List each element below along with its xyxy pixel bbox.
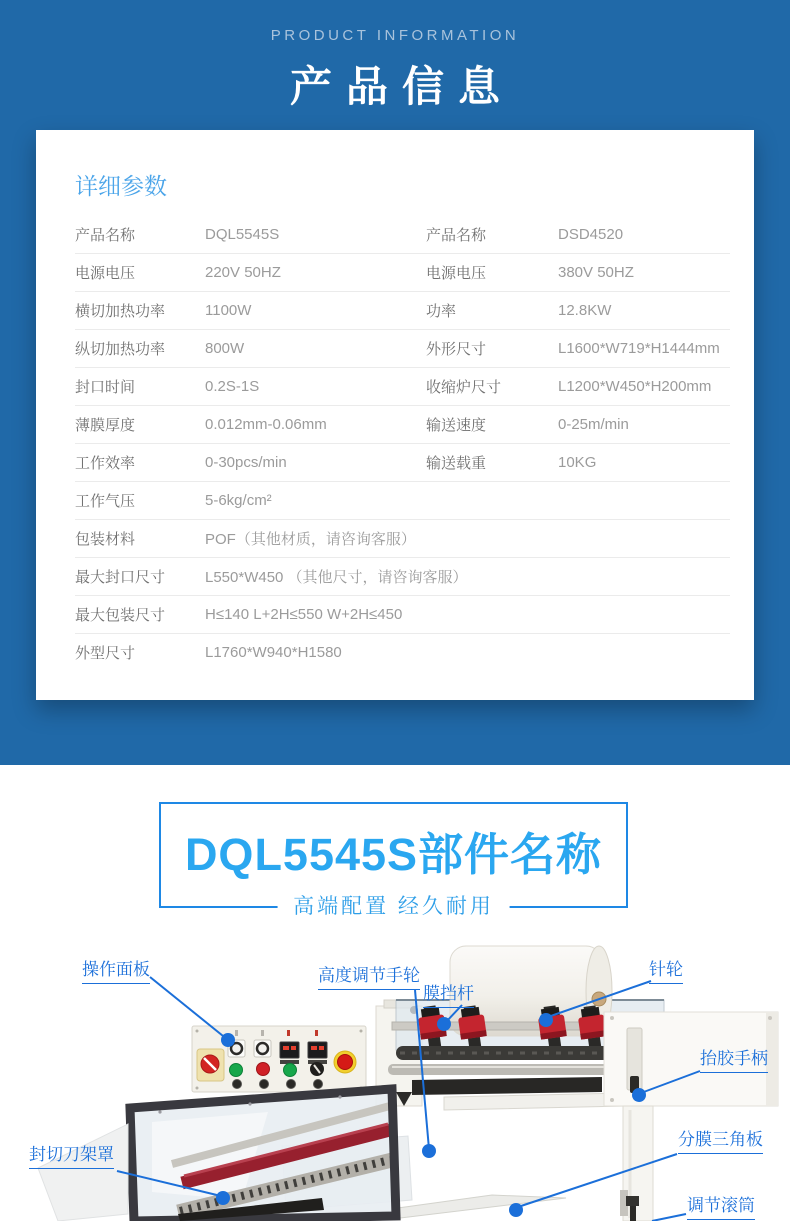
dot-height-handwheel [422,1144,436,1158]
spec-label: 横切加热功率 [75,303,166,320]
spec-value: 5-6kg/cm² [205,492,272,509]
parts-subtitle: 高端配置 经久耐用 [277,890,510,920]
spec-label: 最大包装尺寸 [75,607,166,624]
spec-value: 0-30pcs/min [205,454,287,471]
cutter-cover [130,1089,396,1221]
part-label-needle-wheel: 针轮 [649,955,683,984]
sealer-assembly [38,1026,396,1221]
spec-label: 产品名称 [75,227,136,244]
spec-label: 功率 [426,303,457,320]
spec-value: 10KG [558,454,597,471]
part-label-control-panel: 操作面板 [82,955,150,984]
section-title: 详细参数 [75,173,167,199]
dot-film-split-triangle [509,1203,523,1217]
spec-value: H≤140 L+2H≤550 W+2H≤450 [205,606,403,623]
spec-value: 1100W [205,302,252,319]
spec-value: DSD4520 [558,226,624,243]
spec-label: 输送速度 [426,417,487,434]
spec-label: 薄膜厚度 [75,417,136,434]
conveyor-belt [412,1077,602,1095]
dot-film-stop-bar [437,1017,451,1031]
part-label-film-lift-handle: 抬胶手柄 [700,1044,768,1073]
spec-label: 工作气压 [75,493,136,510]
page-title: 产品信息 [289,63,514,110]
dot-film-lift-handle [632,1088,646,1102]
film-sheet [38,1124,128,1221]
spec-label: 收缩炉尺寸 [426,379,502,396]
dot-needle-wheel [539,1013,553,1027]
spec-label: 电源电压 [426,265,487,282]
spec-label: 纵切加热功率 [75,341,166,358]
spec-label: 封口时间 [75,379,136,396]
spec-value: DQL5545S [205,226,280,243]
spec-value: 0-25m/min [558,416,629,433]
spec-label: 工作效率 [75,455,136,472]
control-panel [192,1026,366,1092]
spec-value: L1200*W450*H200mm [558,378,712,395]
spec-value: POF（其他材质，请咨询客服） [205,531,416,548]
spec-value: 380V 50HZ [558,264,634,281]
spec-label: 输送载重 [426,455,487,472]
spec-value: L1760*W940*H1580 [205,644,342,661]
spec-value: 0.2S-1S [205,378,260,395]
part-label-adjust-roller: 调节滚筒 [687,1191,755,1220]
part-label-film-stop-bar: 膜挡杆 [423,979,474,1008]
dot-control-panel [221,1033,235,1047]
spec-label: 外形尺寸 [426,341,487,358]
spec-label: 产品名称 [426,227,487,244]
spec-value: 800W [205,340,245,357]
spec-value: 0.012mm-0.06mm [205,416,327,433]
header-eyebrow: PRODUCT INFORMATION [270,27,520,44]
part-label-cutter-cover: 封切刀架罩 [29,1140,114,1169]
part-label-height-handwheel: 高度调节手轮 [318,961,420,990]
spec-label: 电源电压 [75,265,136,282]
spec-value: L550*W450 （其他尺寸，请咨询客服） [205,569,468,586]
dot-cutter-cover [216,1191,230,1205]
triangle-plate [392,1195,566,1219]
spec-label: 最大封口尺寸 [75,569,166,586]
part-label-film-split-triangle: 分膜三角板 [678,1125,763,1154]
spec-label: 包装材料 [75,531,136,548]
spec-value: L1600*W719*H1444mm [558,340,720,357]
spec-value: 12.8KW [558,302,612,319]
spec-label: 外型尺寸 [75,645,136,662]
spec-value: 220V 50HZ [205,264,281,281]
parts-box-title: DQL5545S部件名称 [184,828,603,880]
